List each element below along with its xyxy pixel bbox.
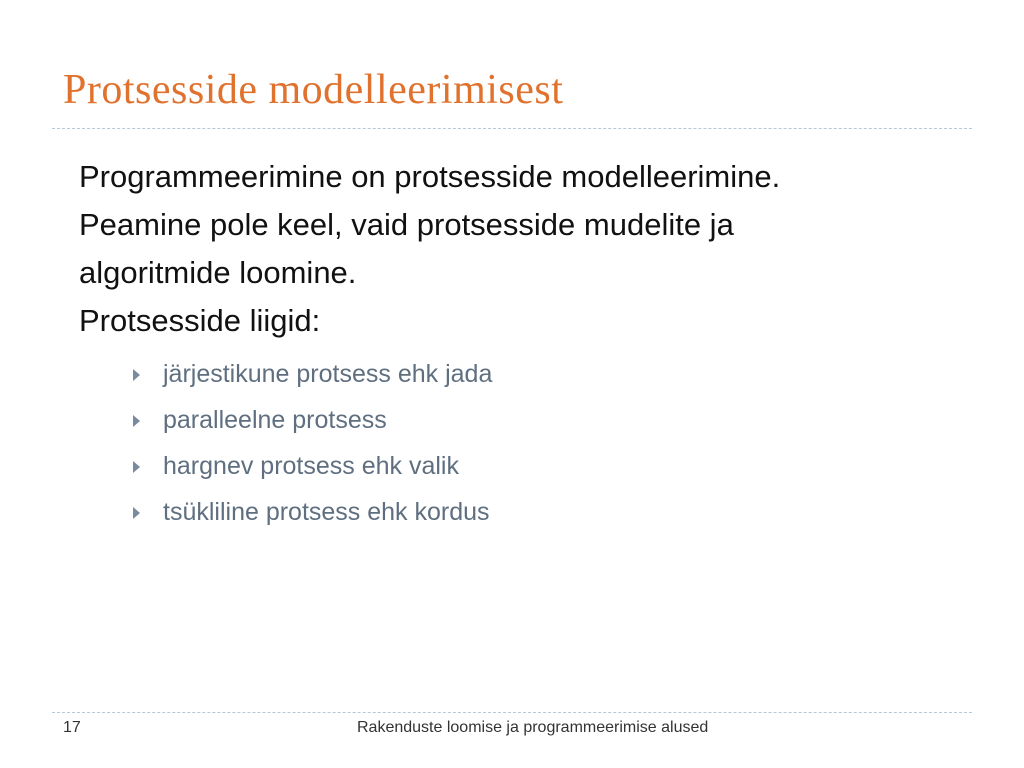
- list-item-text: hargnev protsess ehk valik: [163, 452, 459, 480]
- list-item-text: paralleelne protsess: [163, 406, 387, 434]
- list-item: [133, 443, 492, 489]
- process-types-list: [133, 351, 492, 535]
- list-item-text: järjestikune protsess ehk jada: [163, 360, 493, 388]
- slide-body: [79, 153, 780, 345]
- body-line: algoritmide loomine.: [79, 255, 357, 290]
- body-line: Peamine pole keel, vaid protsesside mudelite ja: [79, 207, 734, 242]
- body-line: Programmeerimine on protsesside modelleerimine.: [79, 159, 781, 194]
- slide-title: Protsesside modelleerimisest: [63, 67, 564, 113]
- triangle-bullet-icon: [133, 415, 140, 427]
- body-line: Protsesside liigid:: [79, 303, 321, 338]
- slide-number: 17: [63, 719, 81, 736]
- footer-divider: [52, 712, 972, 713]
- triangle-bullet-icon: [133, 507, 140, 519]
- list-item: [133, 489, 492, 535]
- footer-course-title: Rakenduste loomise ja programmeerimise alused: [357, 719, 709, 736]
- list-item-text: tsükliline protsess ehk kordus: [163, 498, 490, 526]
- triangle-bullet-icon: [133, 369, 140, 381]
- list-item: [133, 397, 492, 443]
- triangle-bullet-icon: [133, 461, 140, 473]
- list-item: [133, 351, 492, 397]
- title-divider: [52, 128, 972, 129]
